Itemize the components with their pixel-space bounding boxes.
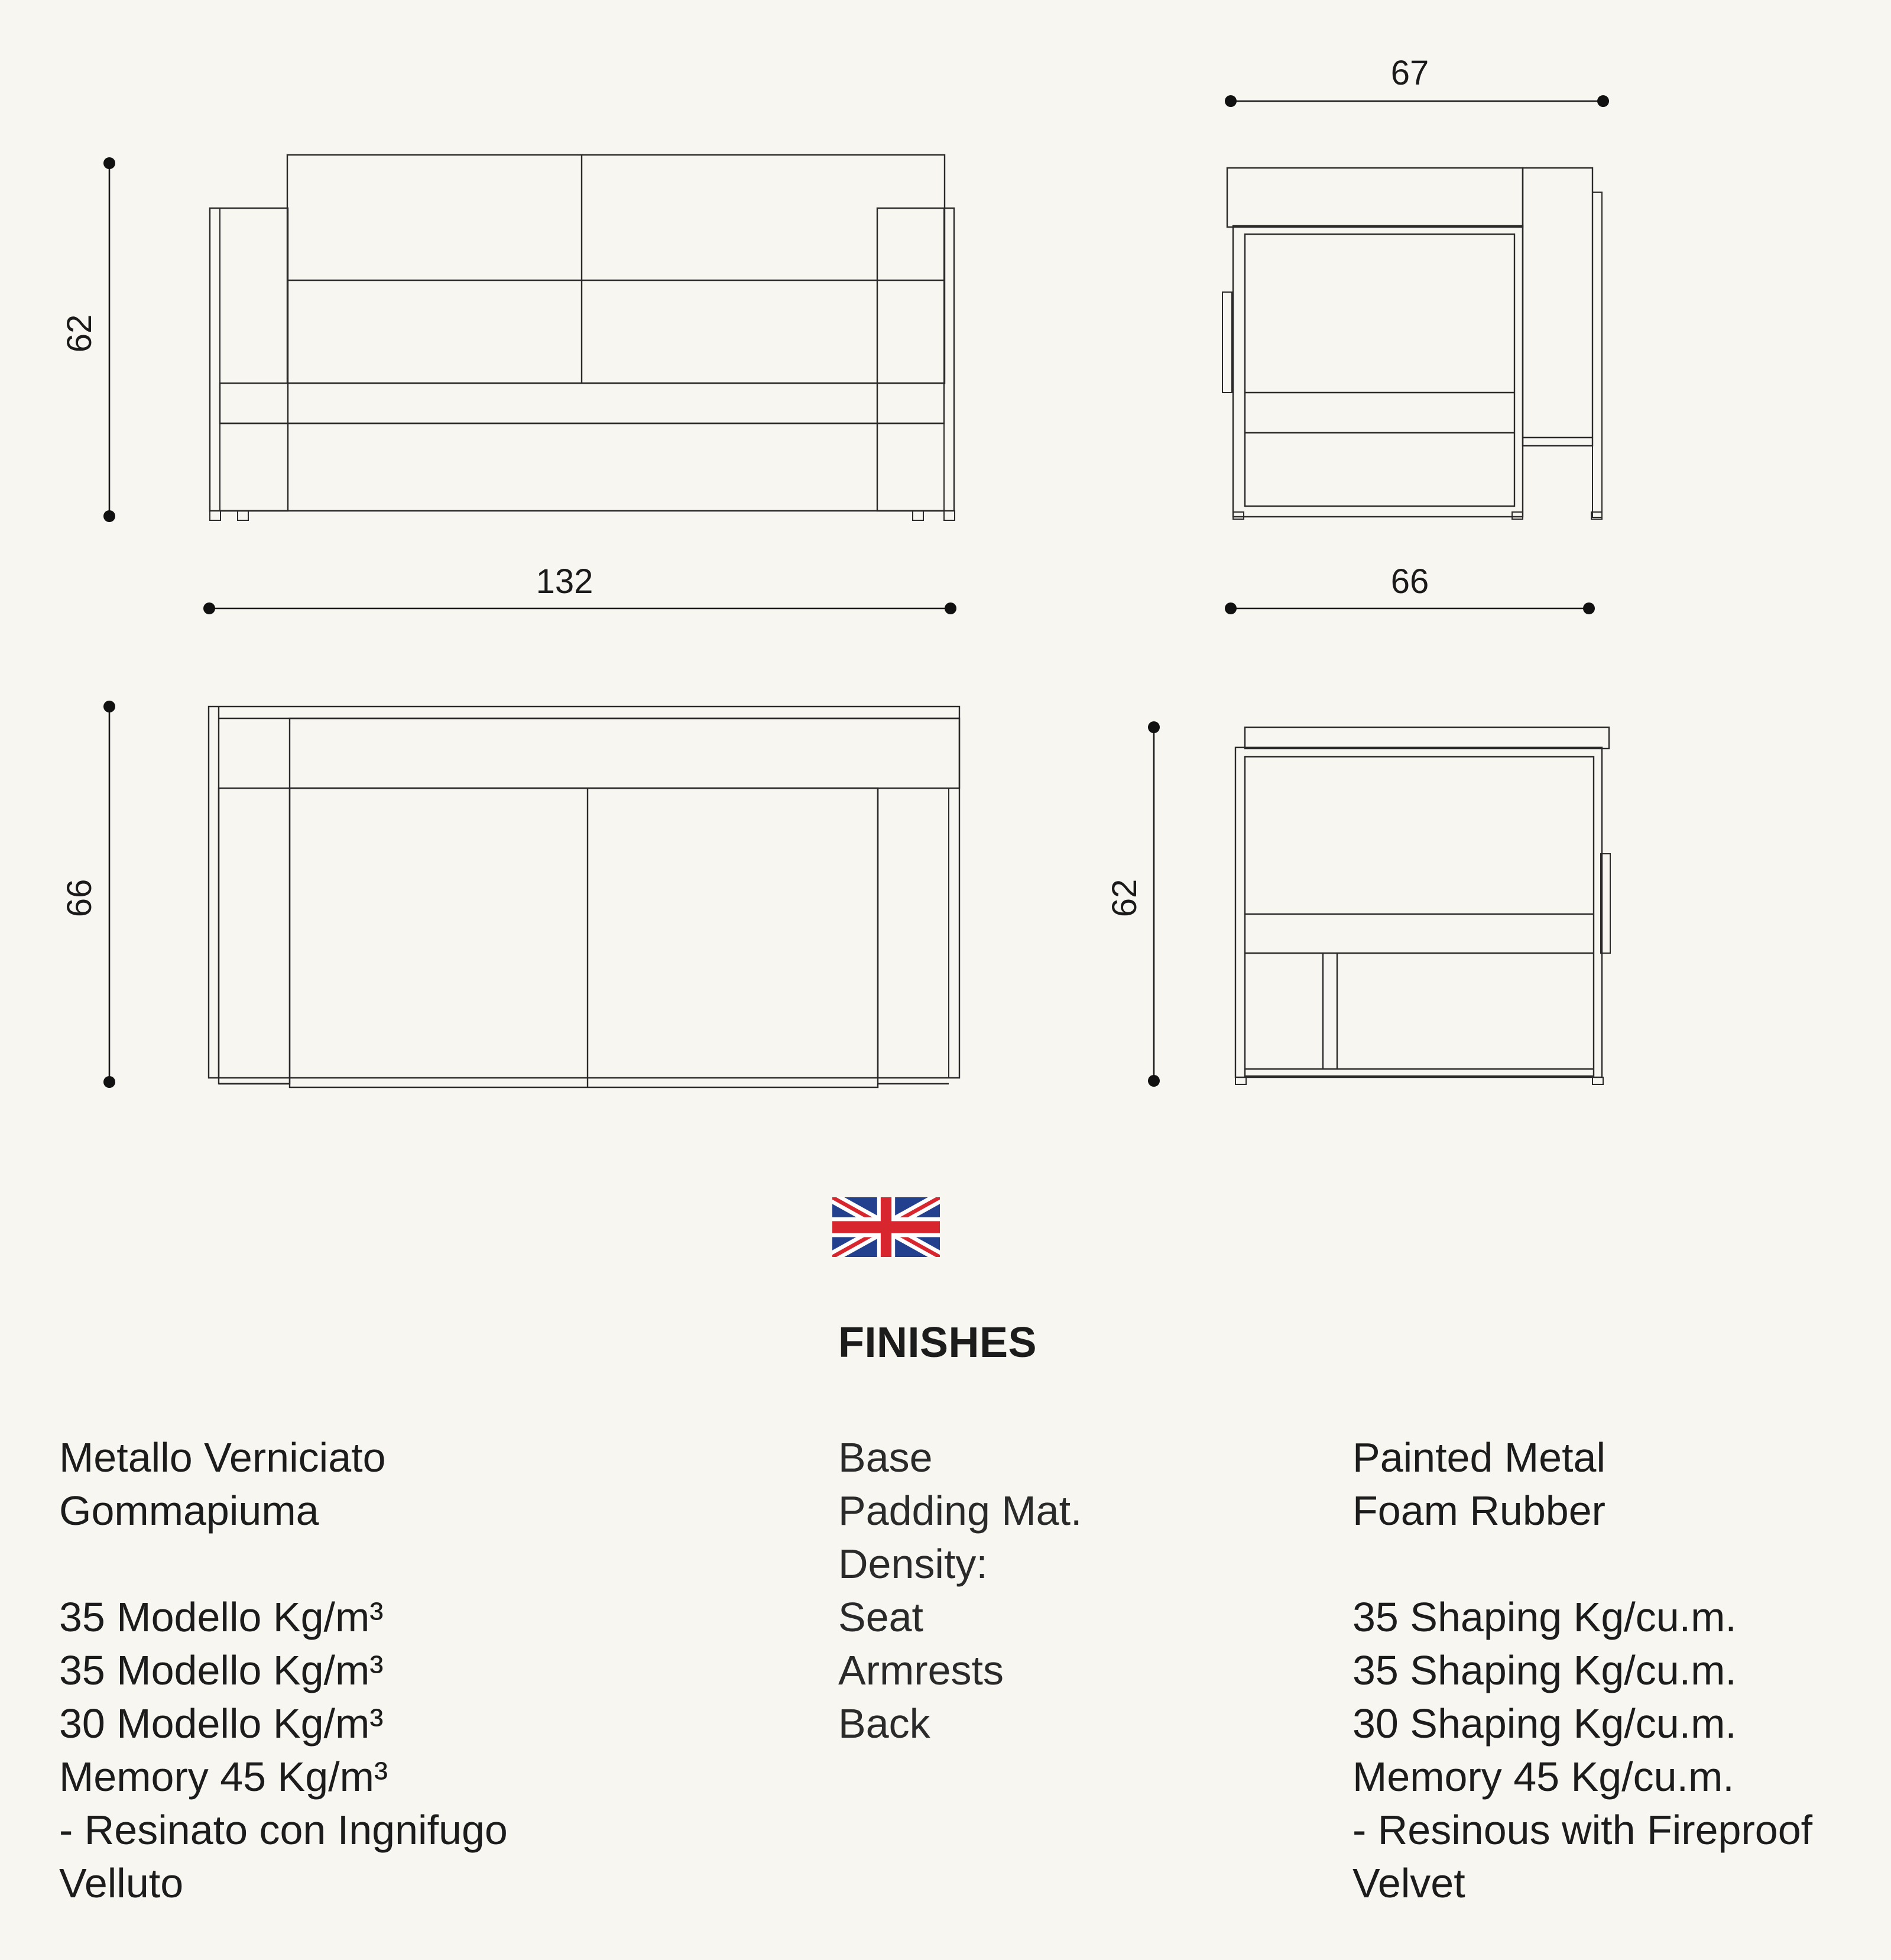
dim-side-depth-bottom: 66	[1390, 562, 1429, 601]
english-line: Velvet	[1352, 1860, 1465, 1906]
italian-line: Gommapiuma	[59, 1488, 319, 1534]
dim-side-height: 62	[1105, 879, 1144, 918]
italian-line: 35 Modello Kg/m³	[59, 1594, 384, 1640]
english-line: Memory 45 Kg/cu.m.	[1352, 1754, 1734, 1800]
italian-line: 30 Modello Kg/m³	[59, 1700, 384, 1747]
italian-line: Memory 45 Kg/m³	[59, 1754, 388, 1800]
side-view-2	[1235, 727, 1610, 1084]
label-line: Armrests	[838, 1647, 1004, 1693]
english-line: 30 Shaping Kg/cu.m.	[1352, 1700, 1737, 1747]
finishes-heading: FINISHES	[838, 1319, 1037, 1366]
label-line: Padding Mat.	[838, 1488, 1082, 1534]
italian-line: - Resinato con Ingnifugo	[59, 1807, 508, 1853]
italian-line	[59, 1537, 508, 1590]
english-line: 35 Shaping Kg/cu.m.	[1352, 1594, 1737, 1640]
italian-line: Metallo Verniciato	[59, 1434, 386, 1480]
front-view	[210, 155, 955, 520]
dim-front-width: 132	[536, 562, 593, 601]
english-line: Foam Rubber	[1352, 1488, 1605, 1534]
italian-line: Velluto	[59, 1860, 184, 1906]
english-line: - Resinous with Fireproof	[1352, 1807, 1813, 1853]
english-column	[1352, 1431, 1812, 1910]
side-view	[1222, 168, 1602, 519]
label-line: Seat	[838, 1594, 923, 1640]
italian-line: 35 Modello Kg/m³	[59, 1647, 384, 1693]
english-line	[1352, 1537, 1812, 1590]
label-line: Back	[838, 1700, 930, 1747]
label-line: Density:	[838, 1541, 988, 1587]
dim-side-depth-top: 67	[1390, 54, 1429, 92]
english-line: 35 Shaping Kg/cu.m.	[1352, 1647, 1737, 1693]
uk-flag-icon	[832, 1197, 940, 1257]
label-line: Base	[838, 1434, 933, 1480]
italian-column	[59, 1431, 508, 1910]
top-view	[209, 707, 959, 1087]
dim-top-depth: 66	[60, 879, 99, 918]
dim-front-height: 62	[60, 314, 99, 353]
labels-column	[838, 1431, 1082, 1750]
english-line: Painted Metal	[1352, 1434, 1606, 1480]
dimension-lines	[103, 95, 1609, 1088]
